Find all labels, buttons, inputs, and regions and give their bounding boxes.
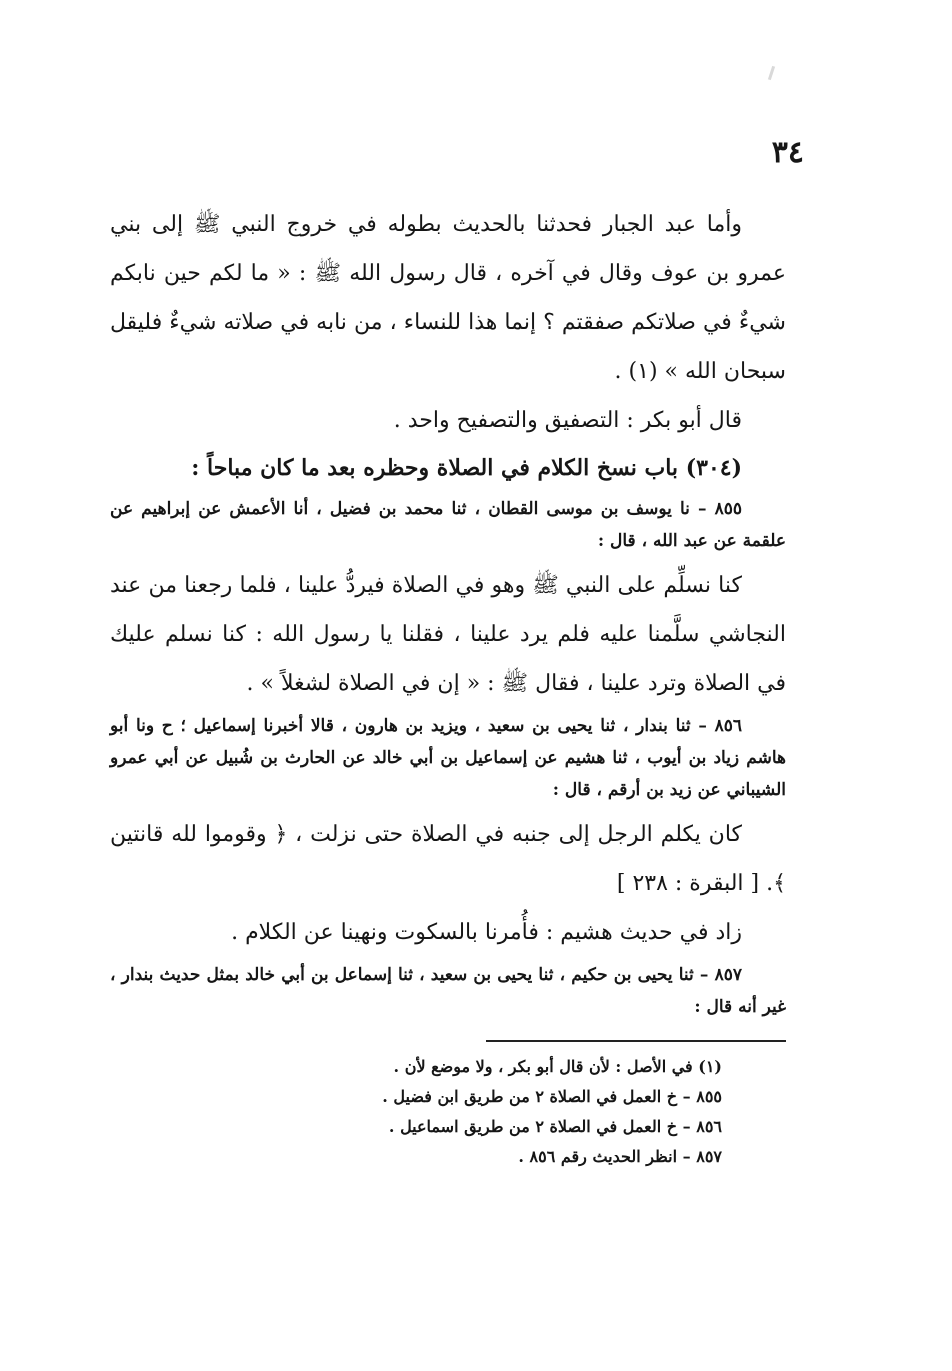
- hadith-856-isnad: ٨٥٦ – ثنا بندار ، ثنا يحيى بن سعيد ، ويزيد بن هارون ، قالا أخبرنا إسماعيل ؛ ح ونا أبو هاشم زياد بن أيوب ، ثنا هشيم عن إسماعيل بن أبي خالد عن الحارث بن شُبيل عن أبي عمرو الشيباني عن زيد بن أرقم ، قال :: [110, 716, 786, 800]
- hadith-857-isnad: ٨٥٧ – ثنا يحيى بن حكيم ، ثنا يحيى بن سعيد ، ثنا إسماعل بن أبي خالد بمثل حديث بندار ، غير أنه قال :: [110, 965, 786, 1017]
- hadith-855-isnad: ٨٥٥ – نا يوسف بن موسى القطان ، ثنا محمد بن فضيل ، أنا الأعمش عن إبراهيم عن علقمة عن عبد الله ، قال :: [110, 499, 786, 551]
- footnote-855: ٨٥٥ – خ العمل في الصلاة ٢ من طريق ابن فضيل .: [382, 1087, 722, 1106]
- scan-speck: [768, 66, 775, 80]
- footnote-divider: [486, 1040, 786, 1042]
- chapter-heading: (٣٠٤) باب نسخ الكلام في الصلاة وحظره بعد ما كان مباحاً :: [191, 455, 742, 481]
- hadith-856-matn: كان يكلم الرجل إلى جنبه في الصلاة حتى نزلت ، ﴿ وقوموا لله قانتين ﴾. [ البقرة : ٢٣٨ ]: [110, 822, 786, 896]
- hadith-855-matn: كنا نسلِّم على النبي ﷺ وهو في الصلاة فيردُّ علينا ، فلما رجعنا من عند النجاشي سلَّمنا عليه فلم يرد علينا ، فقلنا يا رسول الله : كنا نسلم عليك في الصلاة وترد علينا ، فقال ﷺ : « إن في الصلاة لشغلاً » .: [110, 573, 786, 696]
- paragraph-abu-bakr-note: قال أبو بكر : التصفيق والتصفيح واحد .: [393, 408, 742, 433]
- page-number: ٣٤: [771, 135, 804, 170]
- footnote-857: ٨٥٧ – انظر الحديث رقم ٨٥٦ .: [518, 1147, 722, 1166]
- main-text: [110, 200, 786, 1027]
- footnotes: [110, 1040, 786, 1172]
- hadith-856-addition: زاد في حديث هشيم : فأُمرنا بالسكوت ونهينا عن الكلام .: [231, 920, 742, 945]
- footnote-856: ٨٥٦ – خ العمل في الصلاة ٢ من طريق اسماعيل .: [388, 1117, 722, 1136]
- footnote-1: (١) في الأصل : لأن قال أبو بكر ، ولا موضع لأن .: [393, 1057, 722, 1076]
- paragraph-abd-al-jabbar: وأما عبد الجبار فحدثنا بالحديث بطوله في خروج النبي ﷺ إلى بني عمرو بن عوف وقال في آخره ، قال رسول الله ﷺ : « ما لكم حين نابكم شيءٌ في صلاتكم صفقتم ؟ إنما هذا للنساء ، من نابه في صلاته شيءٌ فليقل سبحان الله » (١) .: [110, 212, 786, 384]
